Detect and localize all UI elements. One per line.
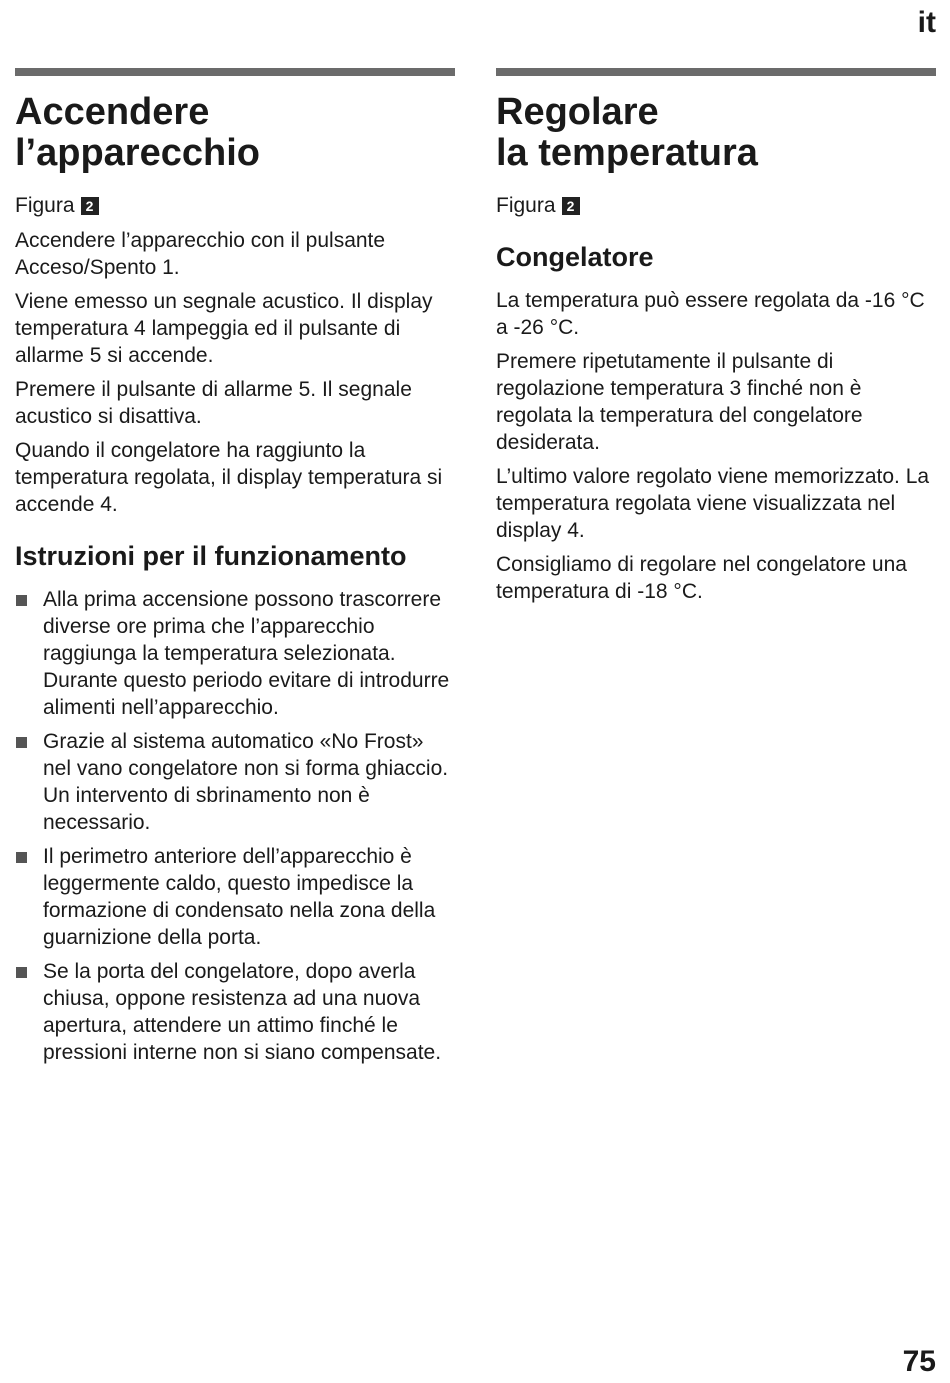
square-bullet-icon <box>16 595 27 606</box>
paragraph: L’ultimo valore regolato viene memorizzato. La temperatura regolata viene visualizzata nel display 4. <box>496 465 930 542</box>
figure-label: Figura <box>15 194 75 217</box>
paragraph: Premere ripetutamente il pulsante di regolazione temperatura 3 finché non è regolata la temperatura del congelatore desiderata. <box>496 350 863 454</box>
subheading-freezer: Congelatore <box>496 242 654 272</box>
paragraph: La temperatura può essere regolata da -16 °C a -26 °C. <box>496 289 925 339</box>
list-item <box>15 586 455 721</box>
figure-number-badge: 2 <box>81 197 99 215</box>
section-rule <box>15 68 455 76</box>
list-item-text: Alla prima accensione possono trascorrere diverse ore prima che l’apparecchio raggiunga la temperatura selezionata. Durante questo periodo evitare di introdurre alimenti nell’apparecchio. <box>43 588 450 719</box>
list-item-text: Se la porta del congelatore, dopo averla chiusa, oppone resistenza ad una nuova apertura, attendere un attimo finché le pressioni interne non si siano compensate. <box>43 960 442 1064</box>
title-line-1: Regolare <box>496 91 659 133</box>
list-item <box>15 728 455 836</box>
section-rule <box>496 68 936 76</box>
figure-reference <box>15 192 455 219</box>
instructions-list <box>15 586 455 1066</box>
subheading-operating-instructions: Istruzioni per il funzionamento <box>15 541 407 571</box>
language-tag: it <box>917 6 936 39</box>
list-item <box>15 843 455 951</box>
page-number: 75 <box>902 1345 936 1378</box>
right-column <box>496 68 936 612</box>
list-item-text: Grazie al sistema automatico «No Frost» nel vano congelatore non si forma ghiaccio. Un intervento di sbrinamento non è necessario. <box>43 730 449 834</box>
paragraph: Quando il congelatore ha raggiunto la temperatura regolata, il display temperatura si accende 4. <box>15 439 443 516</box>
left-column <box>15 68 455 1073</box>
figure-reference <box>496 192 936 219</box>
paragraph: Viene emesso un segnale acustico. Il display temperatura 4 lampeggia ed il pulsante di allarme 5 si accende. <box>15 290 433 367</box>
title-line-2: l’apparecchio <box>15 132 260 174</box>
paragraph: Consigliamo di regolare nel congelatore una temperatura di -18 °C. <box>496 553 907 603</box>
list-item <box>15 958 455 1066</box>
section-title-switch-on <box>15 92 455 174</box>
title-line-2: la temperatura <box>496 132 758 174</box>
list-item-text: Il perimetro anteriore dell’apparecchio è leggermente caldo, questo impedisce la formazione di condensato nella zona della guarnizione della porta. <box>43 845 436 949</box>
square-bullet-icon <box>16 737 27 748</box>
figure-number-badge: 2 <box>562 197 580 215</box>
square-bullet-icon <box>16 852 27 863</box>
title-line-1: Accendere <box>15 91 210 133</box>
paragraph: Accendere l’apparecchio con il pulsante Acceso/Spento 1. <box>15 229 386 279</box>
section-title-set-temperature <box>496 92 936 174</box>
paragraph: Premere il pulsante di allarme 5. Il segnale acustico si disattiva. <box>15 378 412 428</box>
figure-label: Figura <box>496 194 556 217</box>
square-bullet-icon <box>16 967 27 978</box>
